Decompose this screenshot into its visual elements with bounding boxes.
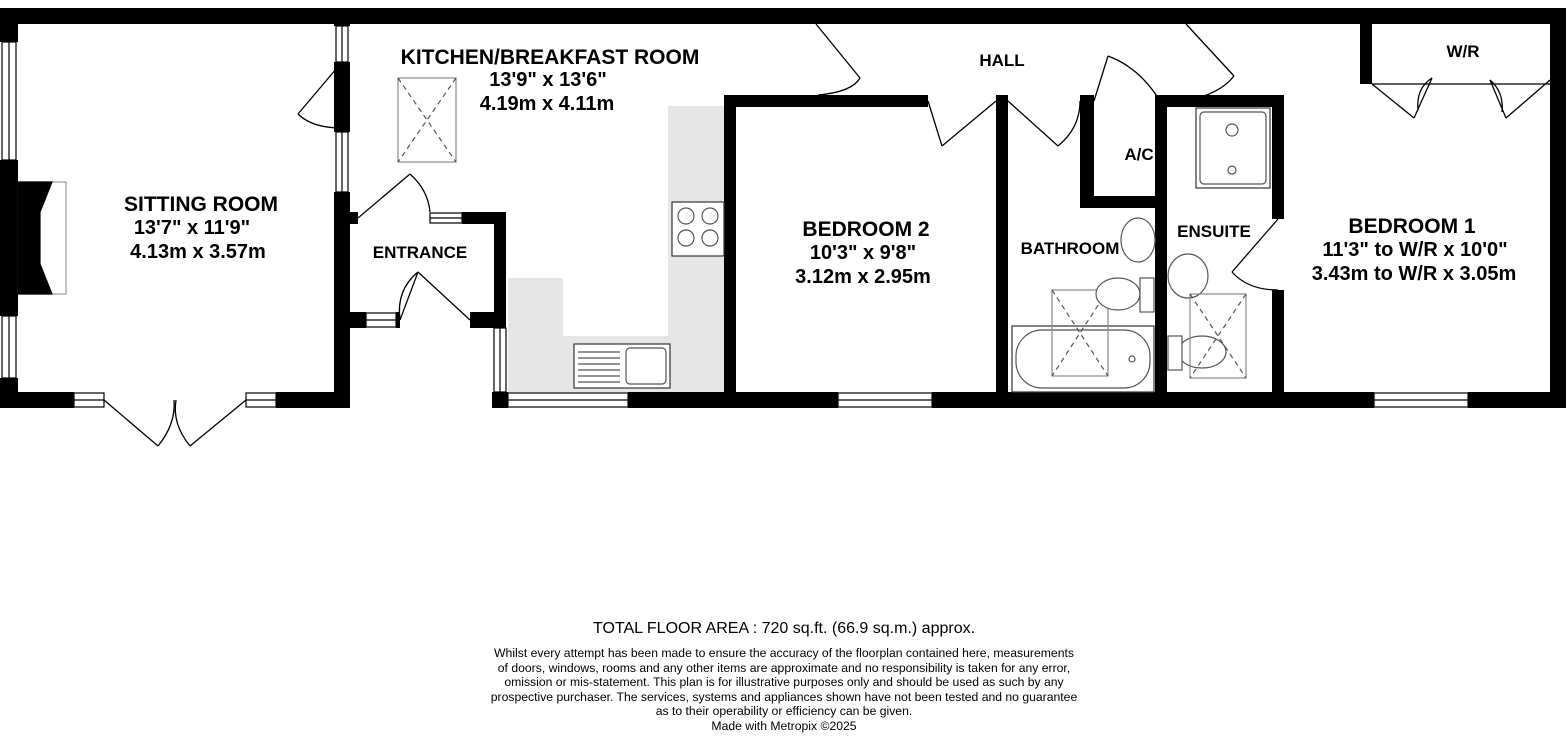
disclaimer-line: Whilst every attempt has been made to ensure the accuracy of the floorplan contained here, measurements bbox=[494, 646, 1074, 660]
disclaimer bbox=[384, 646, 1184, 719]
bathroom-basin bbox=[1121, 218, 1155, 262]
entrance-name: ENTRANCE bbox=[372, 243, 468, 262]
disclaimer-line: omission or mis-statement. This plan is for illustrative purposes only and should be used as such by any bbox=[504, 675, 1064, 690]
bedroom2-name: BEDROOM 2 bbox=[802, 218, 930, 241]
wr-name: W/R bbox=[1446, 42, 1480, 61]
kitchen-metric: 4.19m x 4.11m bbox=[479, 93, 615, 115]
kitchen-imperial: 13'9" x 13'6" bbox=[489, 69, 607, 91]
bedroom2-metric: 3.12m x 2.95m bbox=[795, 266, 931, 288]
disclaimer-line: of doors, windows, rooms and any other items are approximate and no responsibility is taken for any error, bbox=[497, 660, 1071, 675]
plan-footer bbox=[384, 620, 1184, 734]
disclaimer-line: prospective purchaser. The services, systems and appliances shown have not been tested and no guarantee bbox=[490, 689, 1078, 704]
ensuite-name: ENSUITE bbox=[1177, 222, 1251, 241]
kitchen-skylight bbox=[398, 78, 456, 162]
sitting-room-imperial: 13'7" x 11'9" bbox=[133, 217, 251, 239]
ac-name: A/C bbox=[1124, 145, 1154, 164]
hall-name: HALL bbox=[979, 51, 1025, 70]
metropix-credit: Made with Metropix ©2025 bbox=[711, 718, 857, 733]
kitchen-name: KITCHEN/BREAKFAST ROOM bbox=[400, 46, 700, 69]
bedroom1-imperial: 11'3" to W/R x 10'0" bbox=[1322, 239, 1508, 261]
total-floor-area: TOTAL FLOOR AREA : 720 sq.ft. (66.9 sq.m.) approx. bbox=[592, 620, 976, 637]
bedroom2-imperial: 10'3" x 9'8" bbox=[809, 242, 917, 264]
sitting-room-metric: 4.13m x 3.57m bbox=[130, 241, 266, 263]
bathroom-name: BATHROOM bbox=[1020, 239, 1120, 258]
disclaimer-line: as to their operability or efficiency can be given. bbox=[655, 704, 913, 719]
sitting-room-name: SITTING ROOM bbox=[124, 193, 278, 216]
bedroom1-metric: 3.43m to W/R x 3.05m bbox=[1311, 263, 1517, 285]
ensuite-basin bbox=[1168, 254, 1208, 298]
bedroom1-name: BEDROOM 1 bbox=[1348, 215, 1476, 238]
room-labels bbox=[124, 42, 1516, 288]
